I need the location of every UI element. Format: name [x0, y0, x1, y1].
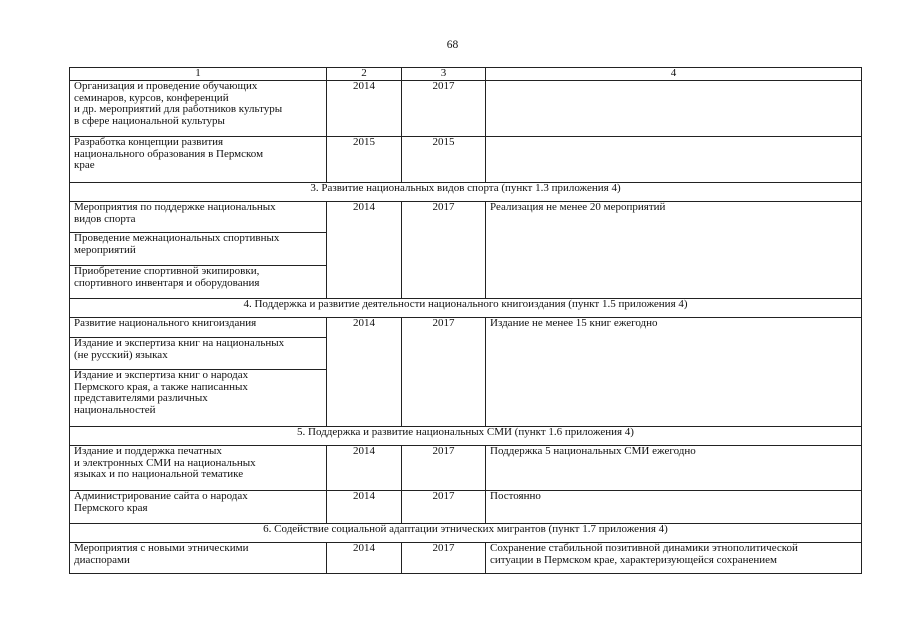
expected-result — [486, 81, 862, 137]
expected-result: Издание не менее 15 книг ежегодно — [486, 318, 862, 427]
section-title: 5. Поддержка и развитие национальных СМИ (пункт 1.6 приложения 4) — [70, 427, 862, 446]
section-title: 3. Развитие национальных видов спорта (пункт 1.3 приложения 4) — [70, 183, 862, 202]
end-year: 2017 — [402, 81, 486, 137]
activity-name: Администрирование сайта о народах Пермского края — [70, 491, 327, 524]
table-row — [70, 543, 862, 574]
start-year: 2014 — [327, 543, 402, 574]
end-year: 2017 — [402, 318, 486, 427]
section-header-row — [70, 183, 862, 202]
table-row — [70, 137, 862, 183]
start-year: 2014 — [327, 202, 402, 299]
activity-name: Мероприятия с новыми этническими диаспорами — [70, 543, 327, 574]
plan-table — [69, 67, 862, 574]
end-year: 2017 — [402, 446, 486, 491]
start-year: 2014 — [327, 491, 402, 524]
end-year: 2017 — [402, 202, 486, 299]
table-row — [70, 318, 862, 338]
page-number: 68 — [446, 39, 459, 51]
activity-name: Разработка концепции развития национального образования в Пермском крае — [70, 137, 327, 183]
start-year: 2014 — [327, 318, 402, 427]
table-row — [70, 446, 862, 491]
section-header-row — [70, 299, 862, 318]
activity-name: Организация и проведение обучающих семинаров, курсов, конференций и др. мероприятий для работников культуры в сфере национальной культуры — [70, 81, 327, 137]
table-row — [70, 491, 862, 524]
end-year: 2017 — [402, 543, 486, 574]
expected-result: Постоянно — [486, 491, 862, 524]
start-year: 2014 — [327, 446, 402, 491]
column-header-1: 1 — [70, 68, 327, 81]
section-title: 4. Поддержка и развитие деятельности национального книгоиздания (пункт 1.5 приложения 4) — [70, 299, 862, 318]
column-header-4: 4 — [486, 68, 862, 81]
activity-name: Мероприятия по поддержке национальных видов спорта — [70, 202, 327, 233]
expected-result: Сохранение стабильной позитивной динамики этнополитической ситуации в Пермском крае, характеризующейся сохранением — [486, 543, 862, 574]
start-year: 2015 — [327, 137, 402, 183]
table-row — [70, 81, 862, 137]
start-year: 2014 — [327, 81, 402, 137]
header-row — [70, 68, 862, 81]
activity-name: Издание и экспертиза книг о народах Пермского края, а также написанных представителями различных национальностей — [70, 370, 327, 427]
activity-name: Проведение межнациональных спортивных мероприятий — [70, 233, 327, 266]
expected-result: Реализация не менее 20 мероприятий — [486, 202, 862, 299]
section-title: 6. Содействие социальной адаптации этнических мигрантов (пункт 1.7 приложения 4) — [70, 524, 862, 543]
expected-result: Поддержка 5 национальных СМИ ежегодно — [486, 446, 862, 491]
activity-name: Издание и поддержка печатных и электронных СМИ на национальных языках и по национальной тематике — [70, 446, 327, 491]
end-year: 2015 — [402, 137, 486, 183]
activity-name: Издание и экспертиза книг на национальных (не русский) языках — [70, 338, 327, 370]
end-year: 2017 — [402, 491, 486, 524]
activity-name: Приобретение спортивной экипировки, спортивного инвентаря и оборудования — [70, 266, 327, 299]
expected-result — [486, 137, 862, 183]
section-header-row — [70, 427, 862, 446]
table-row — [70, 202, 862, 233]
section-header-row — [70, 524, 862, 543]
column-header-3: 3 — [402, 68, 486, 81]
column-header-2: 2 — [327, 68, 402, 81]
activity-name: Развитие национального книгоиздания — [70, 318, 327, 338]
